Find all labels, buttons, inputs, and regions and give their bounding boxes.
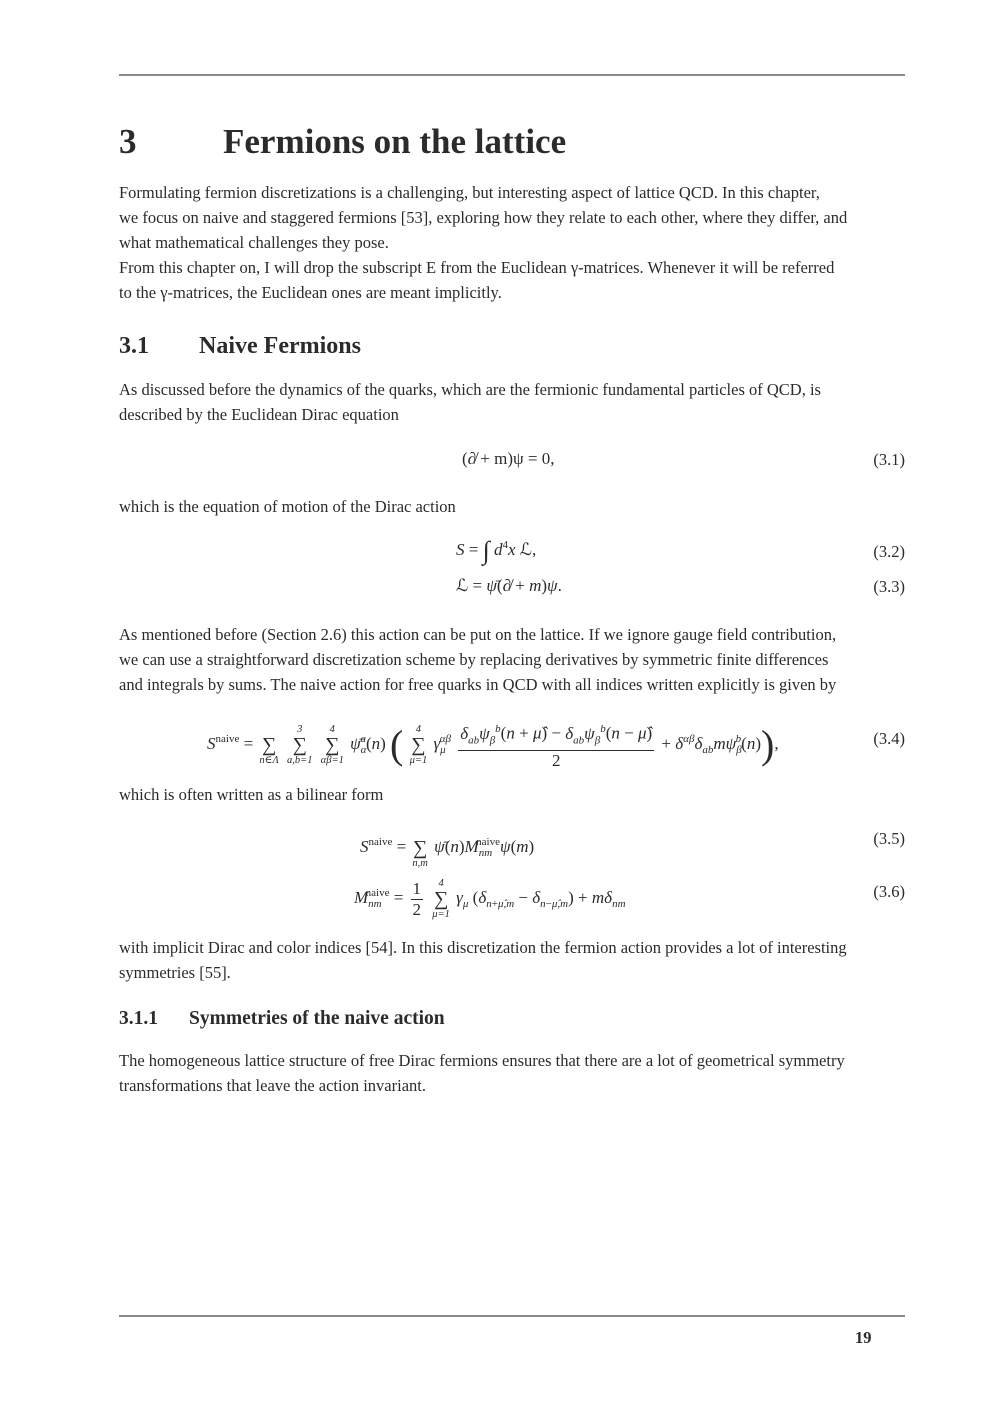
equation-number: (3.1)	[873, 450, 905, 469]
chapter-heading	[119, 120, 905, 164]
equation-number: (3.6)	[873, 882, 905, 901]
text-line: The homogeneous lattice structure of free Dirac fermions ensures that there are a lot of geometrical symmetry	[119, 1051, 845, 1070]
equation-3-1: (∂̸ + m)ψ = 0,	[462, 449, 555, 468]
subsection-number: 3.1.1	[119, 1008, 158, 1029]
header-rule	[119, 74, 905, 76]
chapter-title: Fermions on the lattice	[223, 122, 567, 161]
section-number: 3.1	[119, 333, 149, 359]
text-line: to the γ-matrices, the Euclidean ones are meant implicitly.	[119, 283, 502, 302]
text-line: As mentioned before (Section 2.6) this action can be put on the lattice. If we ignore gauge field contribution,	[119, 625, 837, 644]
equation-3-6: $M_{nm}^{naive}$ = $\frac{1}{2}$ 4 ∑ μ=1 $\gamma_\mu$ $(\delta_{n+\mû,m} - \delta_{n-\mû,m}) + m\delta_{nm}$	[354, 878, 626, 921]
paragraph-bilinear	[119, 782, 905, 807]
text-line: which is the equation of motion of the Dirac action	[119, 497, 456, 516]
footer-rule	[119, 1315, 905, 1317]
section-heading	[119, 331, 619, 361]
paragraph-dirac-intro	[119, 377, 905, 427]
text-line: we focus on naive and staggered fermions [53], exploring how they relate to each other, where they differ, and	[119, 208, 848, 227]
page-number: 19	[855, 1328, 872, 1347]
subsection-title: Symmetries of the naive action	[189, 1008, 445, 1029]
text-line: described by the Euclidean Dirac equation	[119, 405, 399, 424]
text-line: with implicit Dirac and color indices [54]. In this discretization the fermion action provides a lot of interesting	[119, 938, 847, 957]
chapter-number: 3	[119, 122, 137, 161]
text-line: we can use a straightforward discretization scheme by replacing derivatives by symmetric finite differences	[119, 650, 829, 669]
text-line: symmetries [55].	[119, 963, 231, 982]
equation-3-4: $S^{naive}$ = ∑ n∈Λ 3 ∑ a,b=1 4 ∑ αβ=1 $\psī_\alpha^a(n)$ ( 4 ∑ μ=1 $\gamma_\mu^{\alpha\beta}$ $\frac{\delta_{ab}\psi_\beta^b(n + \mû) - \delta_{ab}\psi_\beta^b(n - \mû)}{2}$ + $\delta^{\alpha\beta}\delta_{ab}m\psi_\beta^b(n)$),	[207, 708, 779, 770]
intro-paragraph	[119, 180, 905, 305]
equation-3-3: ℒ = ψ̄(∂̸ + m)ψ.	[456, 576, 562, 595]
equation-3-5: $S^{naive}$ = ∑ n,m $\psī(n)M_{nm}^{naive}\psi(m)$	[360, 836, 535, 870]
subsection-heading	[119, 1006, 619, 1032]
equation-number: (3.2)	[873, 542, 905, 561]
equation-3-2: S = ∫ $d^4x$ ℒ,	[456, 536, 537, 565]
paragraph-lattice-action	[119, 622, 905, 697]
text-line: transformations that leave the action invariant.	[119, 1076, 426, 1095]
equation-number: (3.3)	[873, 577, 905, 596]
text-line: which is often written as a bilinear form	[119, 785, 384, 804]
text-line: what mathematical challenges they pose.	[119, 233, 389, 252]
text-line: As discussed before the dynamics of the quarks, which are the fermionic fundamental particles of QCD, is	[119, 380, 821, 399]
equation-number: (3.4)	[873, 729, 905, 748]
section-title: Naive Fermions	[199, 333, 361, 359]
text-line: Formulating fermion discretizations is a challenging, but interesting aspect of lattice QCD. In this chapter,	[119, 183, 820, 202]
paragraph-geometric-symmetry	[119, 1048, 905, 1098]
paragraph-dirac-action	[119, 494, 905, 519]
text-line: and integrals by sums. The naive action for free quarks in QCD with all indices written explicitly is given by	[119, 675, 837, 694]
equation-number: (3.5)	[873, 829, 905, 848]
paragraph-symmetries	[119, 935, 905, 985]
text-line: From this chapter on, I will drop the subscript E from the Euclidean γ-matrices. Whenever it will be referred	[119, 258, 835, 277]
